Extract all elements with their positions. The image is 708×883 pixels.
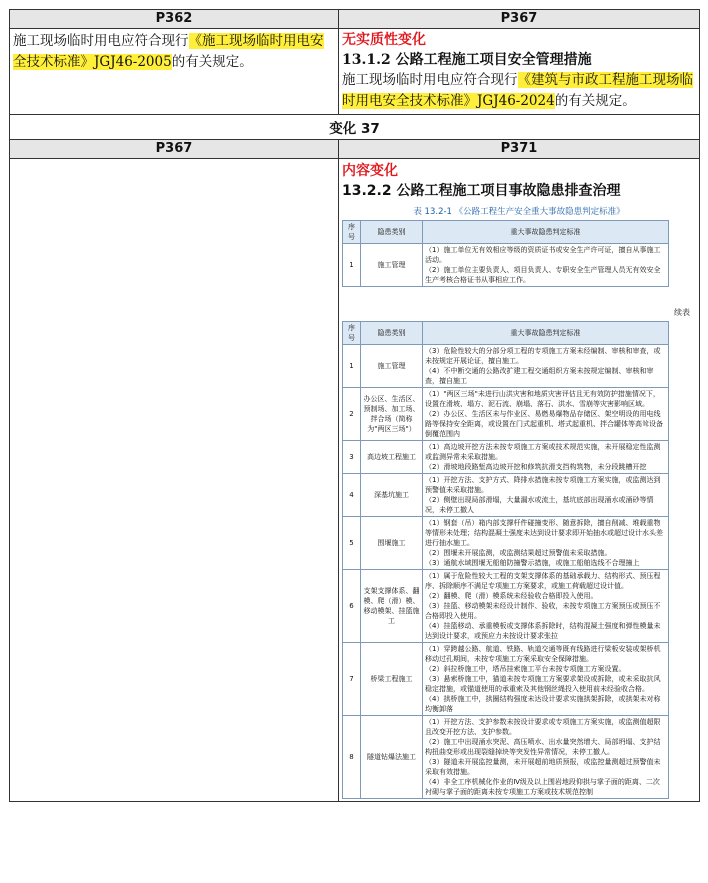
- new-text-cell: [339, 29, 700, 115]
- row-number: 1: [343, 345, 361, 388]
- col-header-category: 隐患类别: [361, 221, 423, 244]
- row-criteria: （1）穿跨越公路、航道、铁路、轨道交通等既有线路进行梁板安装或架桥机移动过孔期间，未按专项施工方案采取安全保障措施。 （2）斜拉桥施工中，塔吊挂索施工平台未按专项施工方案设置。 （3）悬索桥施工中，猫道未按专项施工方案要求架设或拆除，或未采取抗风稳定措施，或锚道使用的承重索及其他钢丝绳投入使用前未经验收合格。 （4）拱桥施工中，拱圈结构强度未达设计要求实施拱架拆除，或拱架未对称均衡卸落: [423, 643, 669, 716]
- header-left-page: P362: [10, 10, 339, 29]
- scanned-table-figure: [342, 205, 696, 799]
- table-row: [343, 643, 669, 716]
- old-text-pre: 施工现场临时用电应符合现行: [13, 33, 189, 49]
- row-category: 办公区、生活区、预制场、加工场、拌合场（简称为"两区三场"）: [361, 388, 423, 441]
- new-standard-highlight: 《建筑与市政工程施工现场临时用电安全技术标准》JGJ46-2024: [342, 72, 693, 109]
- row-criteria: （3）危险性较大的分部分项工程的专项施工方案未经编制、审核和审查，或未按规定开展论证，擅自施工。 （4）不中断交通的公路改扩建工程交通组织方案未按规定编制、审核和审查，擅自施工: [423, 345, 669, 388]
- new-text-pre: 施工现场临时用电应符合现行: [342, 72, 518, 88]
- header-right-page: P367: [339, 10, 700, 29]
- table-row: [343, 474, 669, 517]
- table-row: [343, 570, 669, 643]
- row-category: 隧道钻爆法施工: [361, 716, 423, 799]
- content-change-tag: 内容变化: [342, 163, 398, 179]
- figure-title: 表 13.2-1 《公路工程生产安全重大事故隐患判定标准》: [413, 207, 625, 217]
- new-text-post: 的有关规定。: [554, 93, 636, 109]
- col-header-standard-2: 重大事故隐患判定标准: [423, 322, 669, 345]
- no-change-tag: 无实质性变化: [342, 32, 426, 48]
- new-text-paragraph: [342, 70, 696, 112]
- row-number: 6: [343, 570, 361, 643]
- row-criteria: （1）高边坡开挖方法未按专项施工方案或技术规范实施，未开展稳定性监测或监测异常未采取措施。 （2）滑坡地段路堑高边坡开挖和修筑抗滑支挡构筑物，未分段跳槽开挖: [423, 441, 669, 474]
- row-number: 2: [343, 388, 361, 441]
- row-category: 施工管理: [361, 345, 423, 388]
- header-right-page-2: P371: [339, 140, 700, 159]
- row-category: 高边坡工程施工: [361, 441, 423, 474]
- row-criteria: （1）开挖方法、支护方式、降排水措施未按专项施工方案实施，或监测达到预警值未采取措施。 （2）侧壁出现局部滑塌，大量漏水或流土，基坑底部出现涌水或涌砂等情况，未停工撤人: [423, 474, 669, 517]
- table-row: [343, 244, 669, 287]
- row-number: 3: [343, 441, 361, 474]
- table-row: [343, 345, 669, 388]
- row-category: 支架支撑体系、翻模、爬（滑）模、移动模架、挂篮施工: [361, 570, 423, 643]
- section-title-13-2-2: 13.2.2 公路工程施工项目事故隐患排查治理: [342, 183, 621, 199]
- table-row: [343, 517, 669, 570]
- row-number: 1: [343, 244, 361, 287]
- col-header-no-2: 序号: [343, 322, 361, 345]
- row-category: 围堰施工: [361, 517, 423, 570]
- change-number-label: 变化 37: [10, 115, 700, 140]
- col-header-no: 序号: [343, 221, 361, 244]
- row-number: 5: [343, 517, 361, 570]
- continued-label: 续表: [674, 308, 690, 317]
- old-text-cell: [10, 29, 339, 115]
- row-category: 深基坑施工: [361, 474, 423, 517]
- row-category: 桥梁工程施工: [361, 643, 423, 716]
- section-title-13-1-2: 13.1.2 公路工程施工项目安全管理措施: [342, 52, 592, 68]
- row-criteria: （1）钢套（吊）箱内部支撑杆件碰撞变形、随意拆除，擅自削减、堆载重物等情形未处理；结构混凝土强度未达到设计要求即开始抽水或超过设计水头差进行抽水施工。 （2）围堰未开展监测，或监测结果超过预警值未采取措施。 （3）通航水域围堰无船舶防撞警示措施，或施工船舶选线不合理撞上: [423, 517, 669, 570]
- table-row: [343, 441, 669, 474]
- old-text-post: 的有关规定。: [171, 54, 253, 70]
- row-criteria: （1）施工单位无有效相应等级的资质证书或安全生产许可证，擅自从事施工活动。 （2）施工单位主要负责人、项目负责人、专职安全生产管理人员无有效安全生产考核合格证书从事相应工作。: [423, 244, 669, 287]
- header-left-page-2: P367: [10, 140, 339, 159]
- row-criteria: （1）"两区三场"未进行山洪灾害和地质灾害评估且无有效防护措施情况下，设置在滑坡、塌方、泥石流、崩塌、落石、洪水、雪崩等灾害影响区域。 （2）办公区、生活区未与作业区、易燃易爆物品存储区、架空明设的用电线路等保持安全距离，或设置在门式起重机、塔式起重机、拌合罐体等高耸设备倒覆范围内: [423, 388, 669, 441]
- table-row: [343, 716, 669, 799]
- row-category: 施工管理: [361, 244, 423, 287]
- row-criteria: （1）开挖方法、支护参数未按设计要求或专项施工方案实施，或监测值超限且改变开挖方法、支护参数。 （2）施工中出现涌水突泥、高压喷水、出水量突然增大、局部坍塌、支护结构扭曲变形或出现裂缝掉块等突发性异常情况，未停工撤人。 （3）隧道未开展监控量测，未开展超前地质预报，或监控量测超过预警值未采取有效措施。 （4）非全工序机械化作业的Ⅳ级及以上围岩地段仰拱与掌子面的距离、二次衬砌与掌子面的距离未按专项施工方案或技术规范控制: [423, 716, 669, 799]
- table-row: [343, 388, 669, 441]
- hazard-table-part1: [342, 220, 669, 287]
- row-number: 8: [343, 716, 361, 799]
- row-criteria: （1）属于危险性较大工程的支架支撑体系的基础承载力、结构形式、预压程序、拆除顺序不满足专项施工方案要求，或施工荷载超过设计值。 （2）翻模、爬（滑）模系统未经验收合格即投入使用。 （3）挂篮、移动模架未经设计制作、验收，未按专项施工方案预压或预压不合格即投入使用。 （4）挂篮移动、承重模板或支撑体系拆除时，结构混凝土强度和弹性模量未达到设计要求，或预应力未按设计要求张拉: [423, 570, 669, 643]
- comparison-table: [9, 9, 700, 802]
- hazard-table-part2: [342, 321, 669, 799]
- old-empty-cell: [10, 159, 339, 802]
- col-header-category-2: 隐患类别: [361, 322, 423, 345]
- row-number: 7: [343, 643, 361, 716]
- old-standard-highlight: 《施工现场临时用电安全技术标准》JGJ46-2005: [13, 33, 324, 70]
- new-content-cell: [339, 159, 700, 802]
- col-header-standard: 重大事故隐患判定标准: [423, 221, 669, 244]
- row-number: 4: [343, 474, 361, 517]
